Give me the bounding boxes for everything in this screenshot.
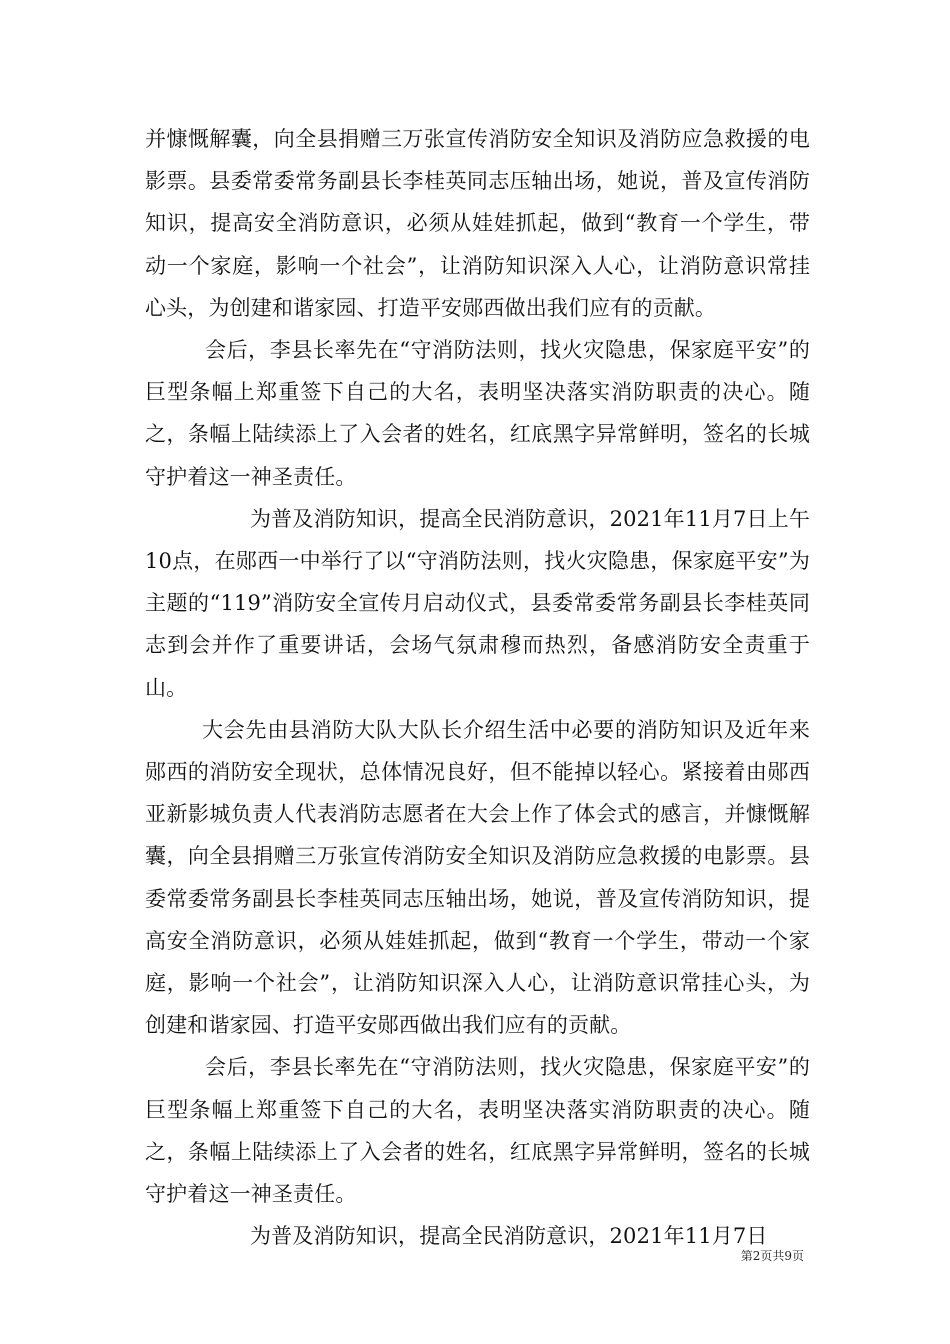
- paragraph-2: 会后，李县长率先在“守消防法则，找火灾隐患，保家庭平安”的巨型条幅上郑重签下自己的大名，表明坚决落实消防职责的决心。随之，条幅上陆续添上了入会者的姓名，红底黑字异常鲜明，签名的长城守护着这一神圣责任。: [145, 338, 810, 489]
- page-number-footer: 第2页共9页: [740, 1249, 804, 1263]
- paragraph-4: 大会先由县消防大队大队长介绍生活中必要的消防知识及近年来郧西的消防安全现状，总体情况良好，但不能掉以轻心。紧接着由郧西亚新影城负责人代表消防志愿者在大会上作了体会式的感言，并慷慨解囊，向全县捐赠三万张宣传消防安全知识及消防应急救援的电影票。县委常委常务副县长李桂英同志压轴出场，她说，普及宣传消防知识，提高安全消防意识，必须从娃娃抓起，做到“教育一个学生，带动一个家庭，影响一个社会”，让消防知识深入人心，让消防意识常挂心头，为创建和谐家园、打造平安郧西做出我们应有的贡献。: [145, 717, 810, 1038]
- paragraph-1: 并慷慨解囊，向全县捐赠三万张宣传消防安全知识及消防应急救援的电影票。县委常委常务副县长李桂英同志压轴出场，她说，普及宣传消防知识，提高安全消防意识，必须从娃娃抓起，做到“教育一个学生，带动一个家庭，影响一个社会”，让消防知识深入人心，让消防意识常挂心头，为创建和谐家园、打造平安郧西做出我们应有的贡献。: [145, 127, 810, 320]
- paragraph-5: 会后，李县长率先在“守消防法则，找火灾隐患，保家庭平安”的巨型条幅上郑重签下自己的大名，表明坚决落实消防职责的决心。随之，条幅上陆续添上了入会者的姓名，红底黑字异常鲜明，签名的长城守护着这一神圣责任。: [145, 1055, 810, 1207]
- body-text: [145, 118, 810, 1257]
- paragraph-6: 为普及消防知识，提高全民消防意识，2021年11月7日: [250, 1224, 768, 1249]
- paragraph-3: 为普及消防知识，提高全民消防意识，2021年11月7日上午10点，在郧西一中举行了以“守消防法则，找火灾隐患，保家庭平安”为主题的“119”消防安全宣传月启动仪式，县委常委常务副县长李桂英同志到会并作了重要讲话，会场气氛肃穆而热烈，备感消防安全责重于山。: [145, 506, 810, 700]
